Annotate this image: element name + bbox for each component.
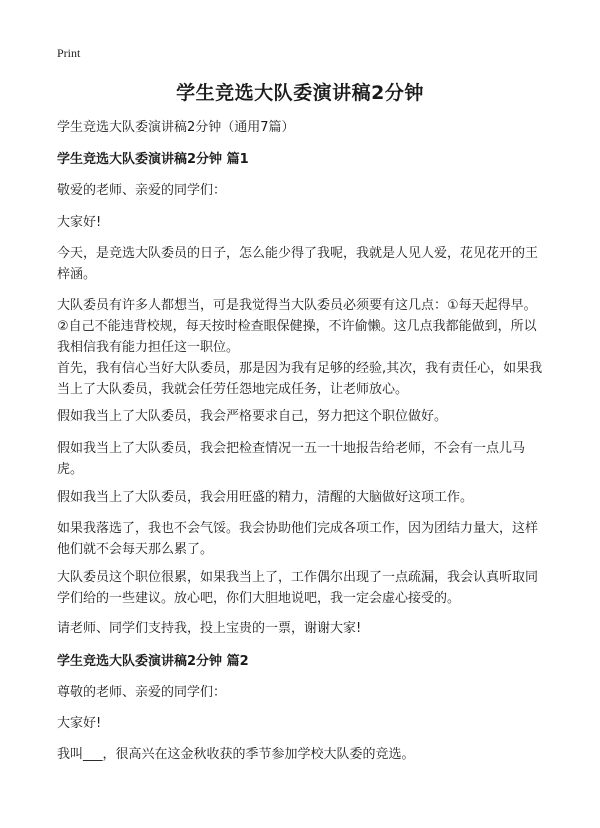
paragraph-hello-1: 大家好! [57,215,102,230]
document-subtitle: 学生竞选大队委演讲稿2分钟（通用7篇） [57,120,295,135]
document-title: 学生竞选大队委演讲稿2分钟 [176,82,424,104]
paragraph-greeting-1: 敬爱的老师、亲爱的同学们： [57,183,227,198]
print-label[interactable]: Print [57,46,81,60]
paragraph: 首先，我有信心当好大队委员，那是因为我有足够的经验,其次，我有责任心，如果我当上了大队委员，我就会任劳任怨地完成任务，让老师放心。 [57,361,543,397]
section-heading-1: 学生竞选大队委演讲稿2分钟 篇1 [57,152,249,167]
paragraph: 今天，是竞选大队委员的日子，怎么能少得了我呢，我就是人见人爱，花见花开的王梓涵。 [57,246,539,282]
paragraph: 假如我当上了大队委员，我会严格要求自己，努力把这个职位做好。 [57,409,448,424]
paragraph: 大队委员有许多人都想当，可是我觉得当大队委员必须要有这几点：①每天起得早。②自己不能违背校规，每天按时检查眼保健操，不许偷懒。这几点我都能做到，所以我相信我有能力担任这一职位。 [57,298,537,355]
paragraph-greeting-2: 尊敬的老师、亲爱的同学们： [57,685,227,700]
paragraph: 如果我落选了，我也不会气馁。我会协助他们完成各项工作，因为团结力量大，这样他们就不会每天那么累了。 [57,521,539,557]
section-heading-2: 学生竞选大队委演讲稿2分钟 篇2 [57,654,249,669]
paragraph-hello-2: 大家好! [57,716,102,731]
paragraph: 我叫___，很高兴在这金秋收获的季节参加学校大队委的竞选。 [57,747,415,762]
paragraph: 大队委员这个职位很累，如果我当上了，工作偶尔出现了一点疏漏，我会认真听取同学们给的一些建议。放心吧，你们大胆地说吧，我一定会虚心接受的。 [57,570,539,606]
paragraph: 假如我当上了大队委员，我会把检查情况一五一十地报告给老师，不会有一点儿马虎。 [57,441,526,477]
paragraph-closing-1: 请老师、同学们支持我，投上宝贵的一票，谢谢大家! [57,621,362,636]
paragraph: 假如我当上了大队委员，我会用旺盛的精力，清醒的大脑做好这项工作。 [57,490,474,505]
